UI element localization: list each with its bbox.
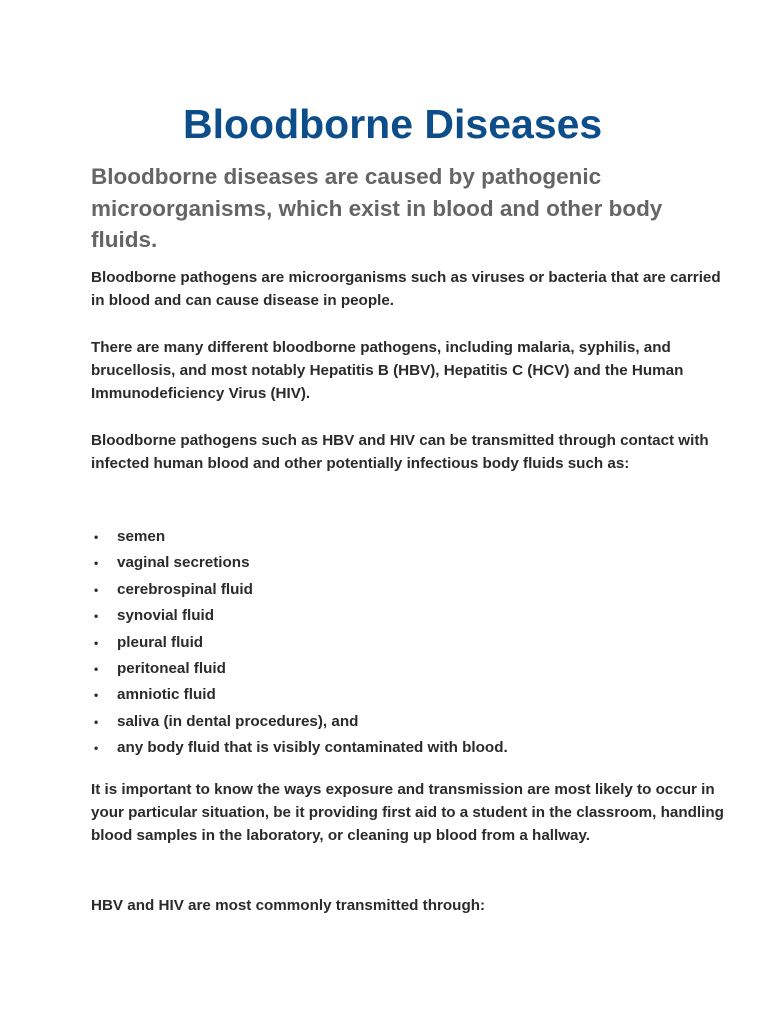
paragraph-transmission-routes: HBV and HIV are most commonly transmitted through: — [91, 897, 486, 914]
list-item — [91, 550, 731, 576]
bullet-icon: • — [94, 635, 99, 650]
document-subtitle: Bloodborne diseases are caused by pathogenic microorganisms, which exist in blood and other body fluids. — [91, 164, 663, 252]
list-item — [91, 709, 731, 735]
bullet-icon: • — [94, 556, 99, 571]
list-item-text: saliva (in dental procedures), and — [117, 712, 359, 730]
list-item — [91, 656, 731, 682]
list-item-text: semen — [117, 528, 166, 545]
list-item — [91, 630, 731, 656]
bullet-icon: • — [94, 530, 99, 544]
bullet-icon: • — [94, 609, 99, 624]
bullet-icon: • — [94, 661, 99, 676]
list-item-text: cerebrospinal fluid — [117, 580, 253, 598]
bullet-icon: • — [94, 688, 99, 703]
list-item-text: any body fluid that is visibly contaminated with blood. — [117, 739, 508, 757]
document-title: Bloodborne Diseases — [183, 101, 603, 147]
list-item — [91, 577, 731, 603]
body-fluid-list — [91, 524, 731, 762]
list-item-text: pleural fluid — [117, 633, 204, 651]
paragraph-pathogen-examples: There are many different bloodborne pathogens, including malaria, syphilis, and brucellosis, and most notably Hepatitis B (HBV), Hepatitis C (HCV) and the Human Immunodeficiency Virus (HIV). — [91, 339, 684, 403]
bullet-icon: • — [94, 582, 99, 597]
list-item-text: vaginal secretions — [117, 554, 250, 572]
bullet-icon: • — [94, 741, 99, 756]
list-item — [91, 735, 731, 761]
list-item — [91, 524, 731, 550]
paragraph-transmission-intro: Bloodborne pathogens such as HBV and HIV can be transmitted through contact with infected human blood and other potentially infectious body fluids such as: — [91, 432, 709, 473]
paragraph-pathogens-definition: Bloodborne pathogens are microorganisms such as viruses or bacteria that are carried in blood and can cause disease in people. — [91, 269, 721, 310]
list-item — [91, 603, 731, 629]
paragraph-exposure-situations: It is important to know the ways exposure and transmission are most likely to occur in your particular situation, be it providing first aid to a student in the classroom, handling blood samples in the laboratory, or cleaning up blood from a hallway. — [91, 781, 724, 845]
list-item — [91, 682, 731, 708]
bullet-icon: • — [94, 714, 99, 729]
list-item-text: peritoneal fluid — [117, 659, 226, 677]
list-item-text: amniotic fluid — [117, 686, 216, 704]
list-item-text: synovial fluid — [117, 607, 215, 625]
